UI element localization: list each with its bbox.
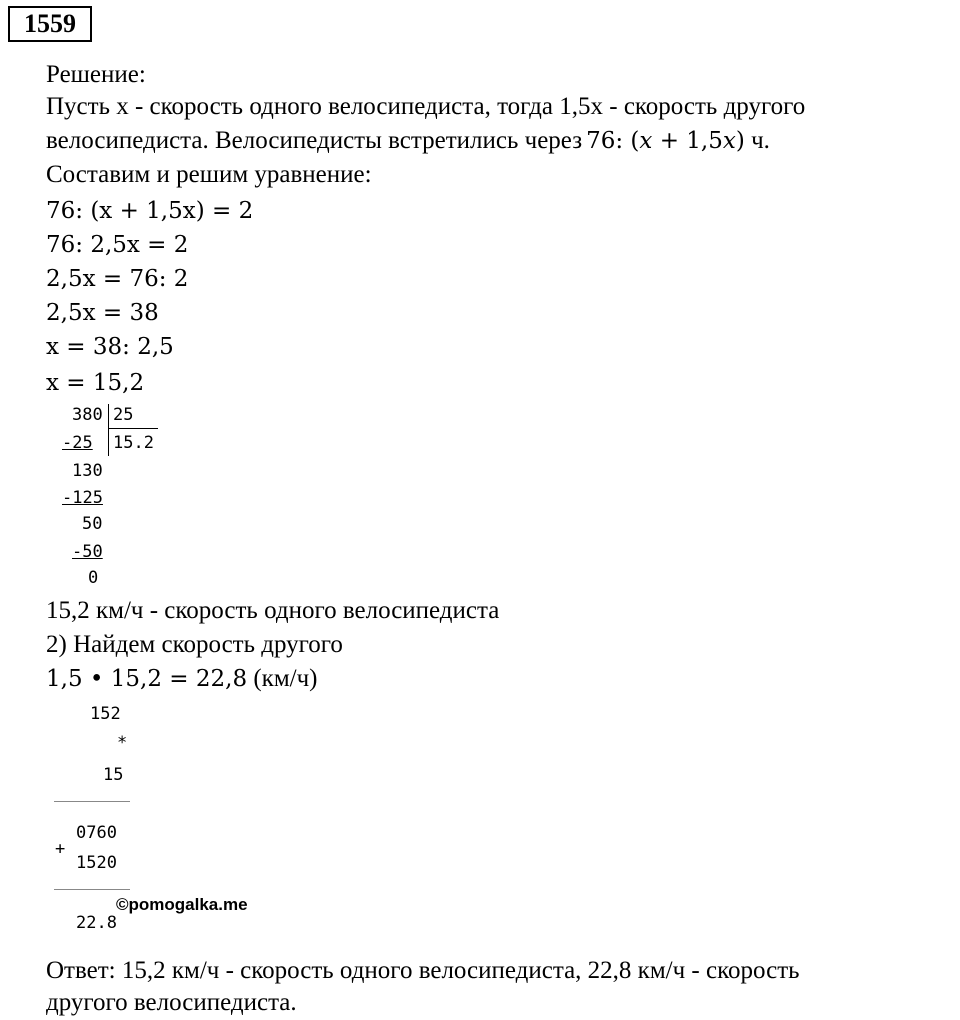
equation-3: 2,5x = 76: 2 xyxy=(46,266,189,292)
mult-rule-1 xyxy=(54,801,130,802)
mult-multiplier: 15 xyxy=(103,765,124,785)
equation-4: 2,5x = 38 xyxy=(46,300,159,326)
division-dividend: 380 xyxy=(72,405,103,425)
mult-product: 22.8 xyxy=(76,913,117,933)
result-line: 15,2 км/ч - скорость одного велосипедиста xyxy=(46,597,500,624)
mult-partial-1: 0760 xyxy=(76,823,117,843)
equation-1: 76: (x + 1,5x) = 2 xyxy=(46,198,254,224)
division-row: 50 xyxy=(82,514,103,534)
step-2-heading: 2) Найдем скорость другого xyxy=(46,631,343,658)
mult-multiplicand: 152 xyxy=(90,704,121,724)
mult-rule-2 xyxy=(54,889,130,890)
division-row: 0 xyxy=(88,568,99,588)
division-row: -25 xyxy=(62,433,93,453)
answer-line-2: другого велосипедиста. xyxy=(46,989,297,1016)
intro-line-2-math: 76: (x + 1,5x) xyxy=(586,128,745,154)
watermark: ©pomogalka.me xyxy=(116,895,248,914)
mult-partial-2: 1520 xyxy=(76,853,117,873)
mult-operator: * xyxy=(117,733,128,753)
division-row: -50 xyxy=(72,542,103,562)
step-2-equation: 1,5 • 15,2 = 22,8 (км/ч) xyxy=(46,665,318,692)
intro-line-1: Пусть x - скорость одного велосипедиста, тогда 1,5x - скорость другого xyxy=(46,93,806,120)
division-vertical-bar xyxy=(108,404,109,456)
equation-5: x = 38: 2,5 xyxy=(46,334,174,360)
division-row: -125 xyxy=(62,488,103,508)
solution-heading: Решение: xyxy=(46,61,146,88)
division-quotient: 15.2 xyxy=(113,433,154,453)
intro-line-2-suffix: ч. xyxy=(744,127,770,154)
mult-plus-sign: + xyxy=(55,839,66,859)
division-row: 130 xyxy=(72,461,103,481)
intro-line-3: Составим и решим уравнение: xyxy=(46,161,372,188)
intro-line-2 xyxy=(46,124,770,158)
division-divisor: 25 xyxy=(113,405,134,425)
intro-line-2-text: велосипедиста. Велосипедисты встретились через xyxy=(46,127,583,154)
problem-number: 1559 xyxy=(8,6,92,42)
division-divisor-underline xyxy=(108,428,158,429)
answer-line-1: Ответ: 15,2 км/ч - скорость одного велосипедиста, 22,8 км/ч - скорость xyxy=(46,957,800,984)
equation-6: x = 15,2 xyxy=(46,370,145,396)
equation-2: 76: 2,5x = 2 xyxy=(46,232,189,258)
